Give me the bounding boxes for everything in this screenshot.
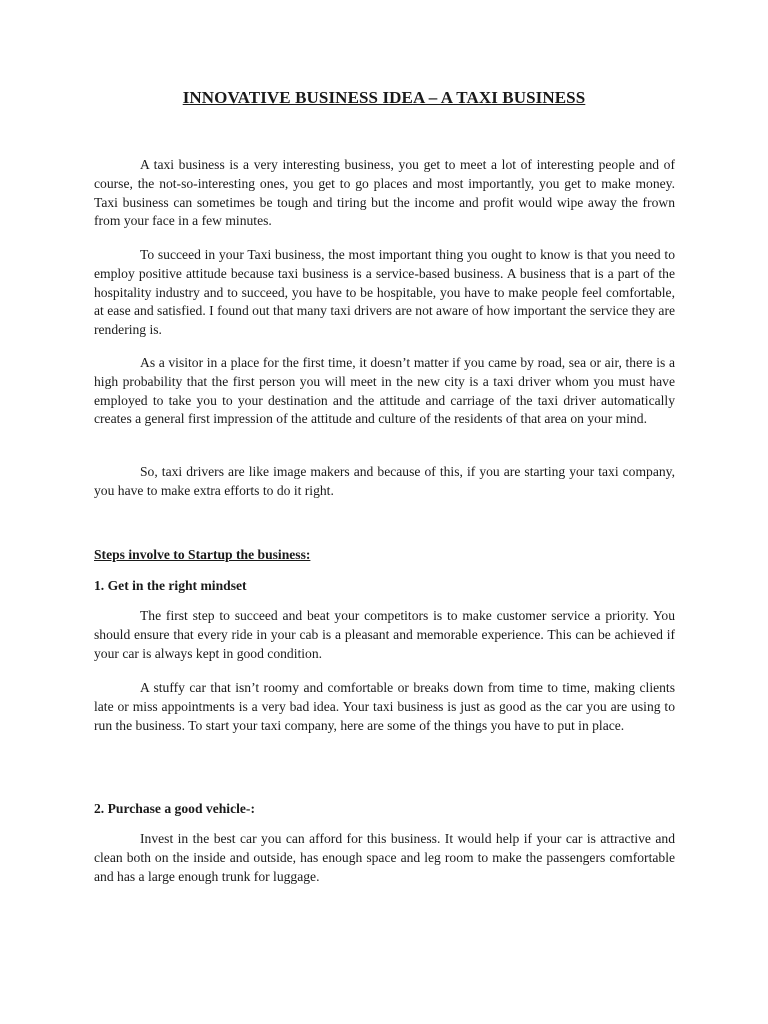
step2-paragraph-1: Invest in the best car you can afford for this business. It would help if your car is attractive and clean both on the inside and outside, has enough space and leg room to make the passengers comfortable and has a large enough trunk for luggage. [94,831,675,884]
steps-heading: Steps involve to Startup the business: [94,547,311,562]
document-title: INNOVATIVE BUSINESS IDEA – A TAXI BUSINESS [182,88,586,107]
intro-paragraph-4: So, taxi drivers are like image makers and because of this, if you are starting your taxi company, you have to make extra efforts to do it right. [94,464,675,498]
step1-paragraph-1: The first step to succeed and beat your competitors is to make customer service a priority. You should ensure that every ride in your cab is a pleasant and memorable experience. This can be achieved if your car is always kept in good condition. [94,608,675,661]
step2-heading: 2. Purchase a good vehicle-: [94,801,255,816]
step1-paragraph-2: A stuffy car that isn’t roomy and comfortable or breaks down from time to time, making clients late or miss appointments is a very bad idea. Your taxi business is just as good as the car you are using to run the business. To start your taxi company, here are some of the things you have to put in place. [94,680,675,733]
intro-paragraph-3: As a visitor in a place for the first time, it doesn’t matter if you came by road, sea or air, there is a high probability that the first person you will meet in the new city is a taxi driver whom you must have employed to take you to your destination and the attitude and carriage of the taxi driver automatically creates a general first impression of the attitude and culture of the residents of that area on your mind. [94,355,675,427]
intro-paragraph-2: To succeed in your Taxi business, the most important thing you ought to know is that you need to employ positive attitude because taxi business is a service-based business. A business that is a part of the hospitality industry and to succeed, you have to be hospitable, you have to make people feel comfortable, at ease and satisfied. I found out that many taxi drivers are not aware of how important the service they are rendering is. [94,247,675,338]
intro-paragraph-1: A taxi business is a very interesting business, you get to meet a lot of interesting people and of course, the not-so-interesting ones, you get to go places and most importantly, you get to make money. Taxi business can sometimes be tough and tiring but the income and profit would wipe away the frown from your face in a few minutes. [94,157,675,229]
step1-heading: 1. Get in the right mindset [94,578,247,593]
